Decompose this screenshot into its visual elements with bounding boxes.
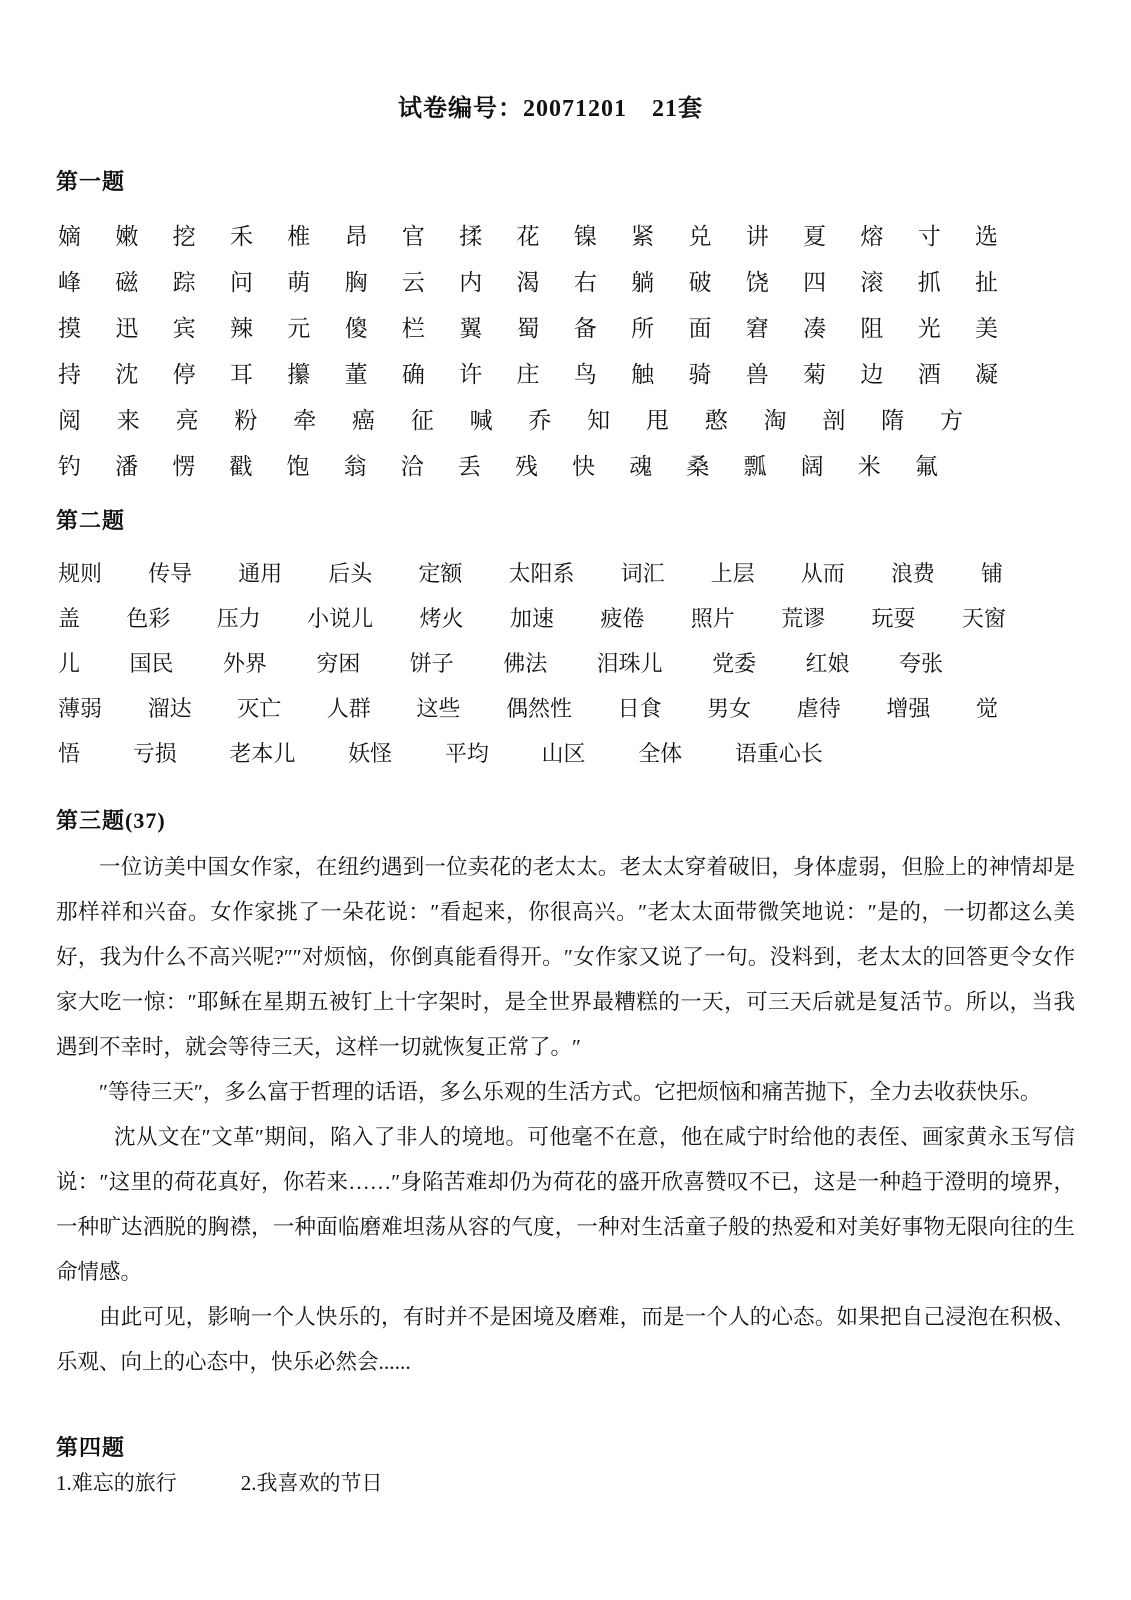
word-row-2: [58, 596, 1006, 641]
word: 老本儿: [229, 741, 296, 766]
character: 萌: [287, 270, 311, 295]
character: 乔: [528, 408, 552, 433]
character: 凝: [975, 362, 998, 387]
word: 虐待: [796, 696, 841, 721]
word: 玩耍: [871, 606, 916, 631]
word-row-3: [58, 641, 943, 686]
character: 饱: [286, 454, 310, 479]
word: 薄弱: [58, 696, 103, 721]
character: 持: [58, 362, 81, 387]
word: 饼子: [409, 651, 454, 676]
word: 红娘: [805, 651, 850, 676]
character: 饶: [745, 270, 769, 295]
character: 牵: [293, 408, 317, 433]
word: 色彩: [126, 606, 171, 631]
word: 外界: [222, 651, 267, 676]
character: 翁: [343, 454, 367, 479]
word: 儿: [58, 651, 81, 676]
character: 辣: [229, 316, 253, 341]
character: 兽: [745, 362, 769, 387]
character: 剖: [822, 408, 846, 433]
character: 躺: [631, 270, 655, 295]
word: 加速: [509, 606, 554, 631]
word: 全体: [638, 741, 683, 766]
character: 来: [116, 408, 140, 433]
word: 亏损: [132, 741, 177, 766]
character: 憨: [704, 408, 728, 433]
character: 亮: [175, 408, 199, 433]
word-row-1: [58, 551, 1003, 596]
character: 挖: [172, 224, 196, 249]
character: 氟: [914, 454, 938, 479]
character: 甩: [645, 408, 669, 433]
character: 面: [688, 316, 712, 341]
section2-heading: 第二题: [56, 508, 126, 533]
word: 定额: [418, 561, 463, 586]
word: 疲倦: [600, 606, 645, 631]
page-title: 试卷编号：20071201 21套: [398, 96, 703, 122]
character: 熔: [860, 224, 884, 249]
composition-topic: 1.难忘的旅行: [56, 1471, 177, 1495]
character: 骑: [688, 362, 712, 387]
word: 盖: [58, 606, 81, 631]
word: 男女: [707, 696, 752, 721]
passage-paragraph-2: ″等待三天″，多么富于哲理的话语，多么乐观的生活方式。它把烦恼和痛苦抛下，全力去收获快乐。: [99, 1080, 1042, 1104]
character: 镍: [573, 224, 597, 249]
character: 窘: [745, 316, 769, 341]
word: 照片: [690, 606, 735, 631]
character: 阻: [860, 316, 884, 341]
character: 鸟: [573, 362, 597, 387]
section-question-4: [56, 1431, 1075, 1500]
word: 这些: [416, 696, 461, 721]
composition-topic: 2.我喜欢的节日: [240, 1471, 383, 1495]
section3-heading: 第三题(37): [56, 808, 166, 833]
section-question-3: [56, 804, 1075, 1385]
character: 酒: [917, 362, 941, 387]
word: 妖怪: [348, 741, 393, 766]
character: 凑: [803, 316, 827, 341]
character: 椎: [287, 224, 311, 249]
character: 魂: [629, 454, 653, 479]
section1-heading: 第一题: [56, 169, 126, 194]
section4-heading: 第四题: [56, 1435, 126, 1460]
word: 烤火: [419, 606, 464, 631]
character: 隋: [881, 408, 905, 433]
character: 官: [401, 224, 425, 249]
character-row-3: [58, 306, 998, 352]
character: 寸: [917, 224, 941, 249]
character: 讲: [745, 224, 769, 249]
word: 佛法: [503, 651, 548, 676]
character-row-5: [58, 398, 963, 444]
word: 小说儿: [307, 606, 374, 631]
passage-paragraph-1: 一位访美中国女作家，在纽约遇到一位卖花的老太太。老太太穿着破旧，身体虚弱，但脸上的神情却是那样祥和兴奋。女作家挑了一朵花说：″看起来，你很高兴。″老太太面带微笑地说：″是的，一切都这么美好，我为什么不高兴呢?″″对烦恼，你倒真能看得开。″女作家又说了一句。没料到，老太太的回答更令女作家大吃一惊：″耶稣在星期五被钉上十字架时，是全世界最糟糕的一天，可三天后就是复活节。所以，当我遇到不幸时，就会等待三天，这样一切就恢复正常了。″: [56, 855, 1075, 1059]
character-row-6: [58, 444, 938, 490]
word: 日食: [617, 696, 662, 721]
character: 傻: [344, 316, 368, 341]
character: 昂: [344, 224, 368, 249]
character: 滚: [860, 270, 884, 295]
character: 右: [573, 270, 597, 295]
character: 美: [975, 316, 998, 341]
character: 扯: [975, 270, 998, 295]
character: 光: [917, 316, 941, 341]
character: 米: [857, 454, 881, 479]
word: 从而: [800, 561, 845, 586]
character: 摸: [58, 316, 81, 341]
character: 抓: [917, 270, 941, 295]
word: 穷困: [316, 651, 361, 676]
word-row-4: [58, 686, 998, 731]
character: 淘: [763, 408, 787, 433]
character: 触: [631, 362, 655, 387]
character: 元: [287, 316, 311, 341]
word: 语重心长: [734, 741, 823, 766]
word: 夸张: [898, 651, 943, 676]
character: 洽: [400, 454, 424, 479]
word: 偶然性: [505, 696, 572, 721]
character: 紧: [631, 224, 655, 249]
word: 悟: [58, 741, 81, 766]
character: 潘: [115, 454, 139, 479]
word-row-5: [58, 731, 823, 776]
character: 喊: [469, 408, 493, 433]
character: 四: [803, 270, 827, 295]
character: 耳: [229, 362, 253, 387]
character: 许: [459, 362, 483, 387]
section-question-1: [56, 165, 1075, 490]
character: 快: [572, 454, 596, 479]
character: 沈: [115, 362, 139, 387]
character: 翼: [459, 316, 483, 341]
character-row-1: [58, 214, 998, 260]
word: 觉: [975, 696, 998, 721]
character: 备: [573, 316, 597, 341]
character: 夏: [803, 224, 827, 249]
word: 太阳系: [508, 561, 575, 586]
character: 花: [516, 224, 540, 249]
character: 停: [172, 362, 196, 387]
character: 桑: [686, 454, 710, 479]
character: 揉: [459, 224, 483, 249]
character: 嫩: [115, 224, 139, 249]
word: 浪费: [890, 561, 935, 586]
character: 董: [344, 362, 368, 387]
word: 增强: [886, 696, 931, 721]
character: 内: [459, 270, 483, 295]
word: 词汇: [620, 561, 665, 586]
character: 癌: [351, 408, 375, 433]
character: 兑: [688, 224, 712, 249]
character: 征: [410, 408, 434, 433]
character: 磁: [115, 270, 139, 295]
character: 云: [401, 270, 425, 295]
character: 胸: [344, 270, 368, 295]
character: 钓: [58, 454, 81, 479]
character: 残: [515, 454, 538, 479]
word: 压力: [216, 606, 261, 631]
character: 阅: [58, 408, 81, 433]
word: 人群: [326, 696, 371, 721]
character: 选: [975, 224, 998, 249]
character: 宾: [172, 316, 196, 341]
character: 庄: [516, 362, 540, 387]
character: 渴: [516, 270, 540, 295]
character: 迅: [115, 316, 139, 341]
word: 铺: [980, 561, 1003, 586]
word: 规则: [58, 561, 103, 586]
character: 蜀: [516, 316, 540, 341]
passage-paragraph-4: 由此可见，影响一个人快乐的，有时并不是困境及磨难，而是一个人的心态。如果把自己浸泡在积极、乐观、向上的心态中，快乐必然会......: [56, 1305, 1075, 1374]
character: 方: [939, 408, 963, 433]
character: 禾: [229, 224, 253, 249]
word: 荒谬: [781, 606, 826, 631]
word: 山区: [541, 741, 586, 766]
character-row-4: [58, 352, 998, 398]
character: 峰: [58, 270, 81, 295]
word: 灭亡: [237, 696, 282, 721]
word: 平均: [444, 741, 489, 766]
word: 党委: [712, 651, 757, 676]
word: 天窗: [961, 606, 1006, 631]
character: 攥: [287, 362, 311, 387]
passage-paragraph-3: 沈从文在″文革″期间，陷入了非人的境地。可他毫不在意，他在咸宁时给他的表侄、画家黄永玉写信说：″这里的荷花真好，你若来……″身陷苦难却仍为荷花的盛开欣喜赞叹不已，这是一种趋于澄明的境界，一种旷达洒脱的胸襟，一种面临磨难坦荡从容的气度，一种对生活童子般的热爱和对美好事物无限向往的生命情感。: [56, 1125, 1075, 1284]
character: 踪: [172, 270, 196, 295]
character: 愣: [172, 454, 196, 479]
word: 国民: [129, 651, 174, 676]
section-question-2: [56, 504, 1075, 776]
character: 粉: [234, 408, 258, 433]
character-row-2: [58, 260, 998, 306]
word: 溜达: [147, 696, 192, 721]
character: 栏: [401, 316, 425, 341]
character: 破: [688, 270, 712, 295]
character: 边: [860, 362, 884, 387]
word: 上层: [710, 561, 755, 586]
composition-topics: [56, 1466, 1075, 1500]
character: 瓢: [743, 454, 767, 479]
character: 丢: [457, 454, 481, 479]
character: 确: [401, 362, 425, 387]
character: 戳: [229, 454, 253, 479]
character: 问: [229, 270, 253, 295]
character: 嫡: [58, 224, 81, 249]
character: 知: [587, 408, 611, 433]
word: 通用: [238, 561, 283, 586]
character: 阔: [800, 454, 824, 479]
character: 所: [631, 316, 655, 341]
character: 菊: [803, 362, 827, 387]
word: 后头: [328, 561, 373, 586]
word: 泪珠儿: [596, 651, 663, 676]
word: 传导: [148, 561, 193, 586]
